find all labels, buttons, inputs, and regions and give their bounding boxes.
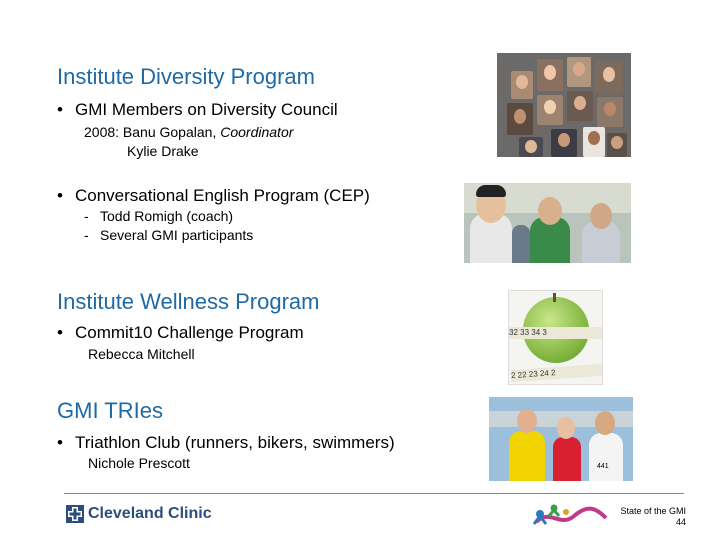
- diversity-heading: Institute Diversity Program: [57, 64, 315, 89]
- bullet-marker: •: [57, 433, 63, 452]
- cep-participants-line: [84, 227, 253, 243]
- coordinator-year-name: 2008: Banu Gopalan,: [84, 124, 221, 140]
- person-face: [538, 197, 562, 225]
- commit10-contact: Rebecca Mitchell: [88, 346, 195, 362]
- portrait-tile: [507, 103, 533, 135]
- measuring-tape-top: 32 33 34 3: [509, 327, 602, 339]
- tries-heading: GMI TRIes: [57, 398, 163, 423]
- portrait-tile: [567, 57, 591, 87]
- portrait-tile: [583, 127, 605, 157]
- triathlon-contact: Nichole Prescott: [88, 455, 190, 471]
- coordinator-line: [84, 124, 293, 140]
- portrait-tile: [519, 137, 543, 157]
- cep-coach-line: [84, 208, 233, 224]
- bullet-text: GMI Members on Diversity Council: [75, 100, 338, 119]
- person-face: [590, 203, 612, 229]
- diversity-council-photo-collage: [497, 53, 631, 157]
- portrait-tile: [595, 61, 623, 93]
- measuring-tape-bottom: 2 22 23 24 2: [511, 364, 603, 382]
- person-shirt: [512, 225, 530, 263]
- race-bib: 441: [597, 463, 609, 470]
- triathlon-team-photo: [489, 397, 633, 481]
- member-line: Kylie Drake: [127, 143, 199, 159]
- portrait-tile: [537, 95, 563, 125]
- bullet-diversity-council: [57, 100, 338, 120]
- apple-measuring-tape-photo: [508, 290, 603, 385]
- bullet-text: Triathlon Club (runners, bikers, swimmers): [75, 433, 395, 452]
- portrait-tile: [511, 71, 533, 99]
- bullet-text: Commit10 Challenge Program: [75, 323, 304, 342]
- person-face: [595, 411, 615, 435]
- person-shirt: [509, 431, 545, 481]
- portrait-tile: [551, 129, 577, 157]
- person-face: [517, 409, 537, 433]
- coordinator-role: Coordinator: [220, 124, 294, 140]
- bullet-marker: •: [57, 100, 63, 119]
- portrait-tile: [567, 91, 593, 121]
- bullet-triathlon: [57, 433, 395, 453]
- footer-slide-info: [604, 506, 686, 528]
- cep-group-photo: [464, 183, 631, 263]
- footer-title: State of the GMI: [620, 506, 686, 516]
- bullet-marker: •: [57, 186, 63, 205]
- person-face: [557, 417, 575, 439]
- portrait-tile: [597, 97, 623, 127]
- page-number: 44: [675, 517, 686, 527]
- person-shirt: [553, 437, 581, 481]
- dash-text: Todd Romigh (coach): [100, 208, 234, 224]
- wellness-heading: Institute Wellness Program: [57, 289, 320, 314]
- portrait-tile: [537, 59, 563, 91]
- dash-marker: -: [84, 208, 89, 224]
- diversity-figures-graphic-icon: [530, 500, 610, 530]
- footer-divider: [64, 493, 684, 494]
- dash-text: Several GMI participants: [100, 227, 254, 243]
- person-hair: [476, 185, 506, 197]
- bullet-text: Conversational English Program (CEP): [75, 186, 370, 205]
- cleveland-clinic-logo-text: Cleveland Clinic: [88, 505, 212, 522]
- bullet-marker: •: [57, 323, 63, 342]
- bullet-commit10: [57, 323, 304, 343]
- apple-stem: [553, 293, 556, 302]
- person-shirt: [589, 433, 623, 481]
- portrait-tile: [607, 133, 627, 157]
- bullet-cep: [57, 186, 370, 206]
- cleveland-clinic-logo-icon: [66, 505, 84, 523]
- dash-marker: -: [84, 227, 89, 243]
